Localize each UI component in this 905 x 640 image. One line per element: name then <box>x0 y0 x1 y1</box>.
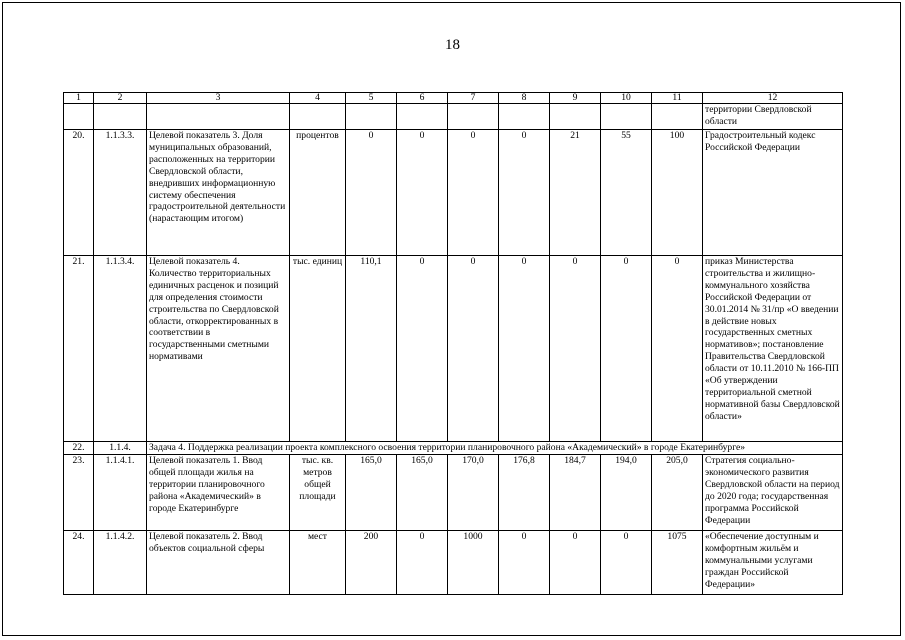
row-number: 23. <box>64 455 94 531</box>
continuation-row <box>64 104 843 130</box>
value-cell: 184,7 <box>550 455 601 531</box>
value-cell: 110,1 <box>346 256 397 442</box>
column-header-row <box>64 93 843 104</box>
value-cell: 21 <box>550 130 601 256</box>
page-number: 18 <box>445 37 460 53</box>
indicator-name: Целевой показатель 3. Доля муниципальных образований, расположенных на территории Свердловской области, внедривших информационную систему обеспечения градостроительной деятельности (нарастающим итогом) <box>147 130 290 256</box>
column-header: 10 <box>601 93 652 104</box>
column-header: 11 <box>652 93 703 104</box>
unit-cell: тыс. кв. метров общей площади <box>290 455 346 531</box>
column-header: 7 <box>448 93 499 104</box>
value-cell: 1000 <box>448 531 499 595</box>
value-cell: 0 <box>550 256 601 442</box>
value-cell: 205,0 <box>652 455 703 531</box>
indicator-name: Целевой показатель 1. Ввод общей площади жилья на территории планировочного района «Академический» в городе Екатеринбурге <box>147 455 290 531</box>
row-number: 24. <box>64 531 94 595</box>
empty-cell <box>550 104 601 130</box>
legal-basis-cell: территории Свердловской области <box>703 104 843 130</box>
value-cell: 0 <box>601 531 652 595</box>
value-cell: 0 <box>601 256 652 442</box>
row-code: 1.1.3.3. <box>94 130 147 256</box>
value-cell: 165,0 <box>397 455 448 531</box>
empty-cell <box>94 104 147 130</box>
column-header: 2 <box>94 93 147 104</box>
table-row <box>64 256 843 442</box>
value-cell: 0 <box>397 130 448 256</box>
column-header: 6 <box>397 93 448 104</box>
column-header: 4 <box>290 93 346 104</box>
value-cell: 0 <box>499 256 550 442</box>
column-header: 1 <box>64 93 94 104</box>
empty-cell <box>601 104 652 130</box>
column-header: 12 <box>703 93 843 104</box>
legal-basis-cell: Градостроительный кодекс Российской Федерации <box>703 130 843 256</box>
unit-cell: тыс. единиц <box>290 256 346 442</box>
row-number: 20. <box>64 130 94 256</box>
column-header: 9 <box>550 93 601 104</box>
value-cell: 0 <box>499 130 550 256</box>
value-cell: 0 <box>499 531 550 595</box>
value-cell: 0 <box>397 256 448 442</box>
legal-basis-cell: Стратегия социально-экономического развития Свердловской области на период до 2020 года; государственная программа Российской Федерации <box>703 455 843 531</box>
indicators-table <box>63 92 843 595</box>
indicator-name: Целевой показатель 2. Ввод объектов социальной сферы <box>147 531 290 595</box>
table-row <box>64 130 843 256</box>
value-cell: 165,0 <box>346 455 397 531</box>
value-cell: 170,0 <box>448 455 499 531</box>
value-cell: 200 <box>346 531 397 595</box>
column-header: 5 <box>346 93 397 104</box>
row-code: 1.1.4.1. <box>94 455 147 531</box>
row-code: 1.1.3.4. <box>94 256 147 442</box>
value-cell: 100 <box>652 130 703 256</box>
legal-basis-cell: «Обеспечение доступным и комфортным жильём и коммунальными услугами граждан Российской Федерации» <box>703 531 843 595</box>
value-cell: 176,8 <box>499 455 550 531</box>
unit-cell: процентов <box>290 130 346 256</box>
empty-cell <box>147 104 290 130</box>
unit-cell: мест <box>290 531 346 595</box>
indicator-name: Целевой показатель 4. Количество территориальных единичных расценок и позиций для определения стоимости строительства по Свердловской области, откорректированных в соответствии в государственными сметными нормативами <box>147 256 290 442</box>
value-cell: 0 <box>550 531 601 595</box>
task-row <box>64 442 843 455</box>
value-cell: 0 <box>346 130 397 256</box>
table-row <box>64 531 843 595</box>
task-title: Задача 4. Поддержка реализации проекта комплексного освоения территории планировочного района «Академический» в городе Екатеринбурге» <box>147 442 843 455</box>
value-cell: 0 <box>448 256 499 442</box>
value-cell: 0 <box>397 531 448 595</box>
legal-basis-cell: приказ Министерства строительства и жилищно-коммунального хозяйства Российской Федерации от 30.01.2014 № 31/пр «О введении в действие новых государственных сметных нормативов»; постановление Правительства Свердловской области от 10.11.2010 № 166-ПП «Об утверждении территориальной сметной нормативной базы Свердловской области» <box>703 256 843 442</box>
empty-cell <box>652 104 703 130</box>
empty-cell <box>448 104 499 130</box>
value-cell: 194,0 <box>601 455 652 531</box>
empty-cell <box>64 104 94 130</box>
value-cell: 55 <box>601 130 652 256</box>
table-row <box>64 455 843 531</box>
row-code: 1.1.4. <box>94 442 147 455</box>
value-cell: 0 <box>652 256 703 442</box>
value-cell: 0 <box>448 130 499 256</box>
row-number: 22. <box>64 442 94 455</box>
row-number: 21. <box>64 256 94 442</box>
empty-cell <box>499 104 550 130</box>
empty-cell <box>290 104 346 130</box>
row-code: 1.1.4.2. <box>94 531 147 595</box>
empty-cell <box>397 104 448 130</box>
value-cell: 1075 <box>652 531 703 595</box>
empty-cell <box>346 104 397 130</box>
column-header: 8 <box>499 93 550 104</box>
column-header: 3 <box>147 93 290 104</box>
